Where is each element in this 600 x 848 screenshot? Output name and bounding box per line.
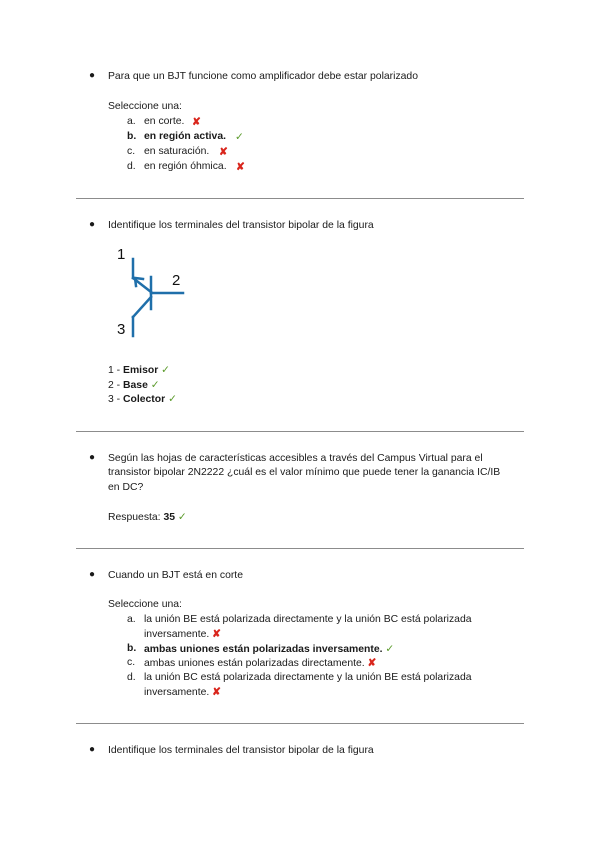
select-label: Seleccione una: xyxy=(108,599,182,610)
option-d[interactable]: d. en región óhmica. ✘ xyxy=(127,161,245,173)
transistor-diagram xyxy=(108,242,198,342)
answer-terminal-1: 1 - Emisor ✓ xyxy=(108,365,170,376)
bullet: ● xyxy=(89,219,96,230)
bullet: ● xyxy=(89,452,96,463)
wrong-icon: ✘ xyxy=(212,687,221,698)
bullet: ● xyxy=(89,70,96,81)
terminal-label-3: 3 xyxy=(117,321,126,338)
option-b[interactable]: b. en región activa. ✓ xyxy=(127,131,244,143)
check-icon: ✓ xyxy=(235,132,244,143)
select-label: Seleccione una: xyxy=(108,101,182,112)
option-a[interactable]: a. en corte. ✘ xyxy=(127,116,201,128)
answer-terminal-3: 3 - Colector ✓ xyxy=(108,394,177,405)
check-icon: ✓ xyxy=(385,644,395,655)
wrong-icon: ✘ xyxy=(236,162,245,173)
wrong-icon: ✘ xyxy=(367,658,377,669)
wrong-icon: ✘ xyxy=(192,117,201,128)
wrong-icon: ✘ xyxy=(219,147,228,158)
divider xyxy=(76,198,524,199)
answer-row: Respuesta: 35 ✓ xyxy=(108,512,187,523)
answer-terminal-2: 2 - Base ✓ xyxy=(108,380,160,391)
wrong-icon: ✘ xyxy=(212,629,221,640)
check-icon: ✓ xyxy=(161,365,170,376)
question-prompt-line: Según las hojas de características accesibles a través del Campus Virtual para el xyxy=(108,453,483,464)
bullet: ● xyxy=(89,744,96,755)
question-prompt-line: transistor bipolar 2N2222 ¿cuál es el valor mínimo que puede tener la ganancia IC/IB xyxy=(108,467,501,478)
divider xyxy=(76,431,524,432)
option-c[interactable]: c. en saturación. ✘ xyxy=(127,146,228,158)
terminal-label-2: 2 xyxy=(172,272,181,289)
divider xyxy=(76,723,524,724)
check-icon: ✓ xyxy=(177,512,187,523)
question-prompt: Cuando un BJT está en corte xyxy=(108,570,243,581)
check-icon: ✓ xyxy=(150,380,160,391)
question-prompt: Para que un BJT funcione como amplificador debe estar polarizado xyxy=(108,71,418,82)
question-prompt: Identifique los terminales del transistor bipolar de la figura xyxy=(108,220,374,231)
divider xyxy=(76,548,524,549)
check-icon: ✓ xyxy=(168,394,177,405)
terminal-label-1: 1 xyxy=(117,246,126,263)
bullet: ● xyxy=(89,569,96,580)
question-prompt: Identifique los terminales del transistor bipolar de la figura xyxy=(108,745,374,756)
answer-value[interactable]: 35 xyxy=(163,512,176,523)
question-prompt-line: en DC? xyxy=(108,482,144,493)
collector-diagonal xyxy=(133,297,151,317)
